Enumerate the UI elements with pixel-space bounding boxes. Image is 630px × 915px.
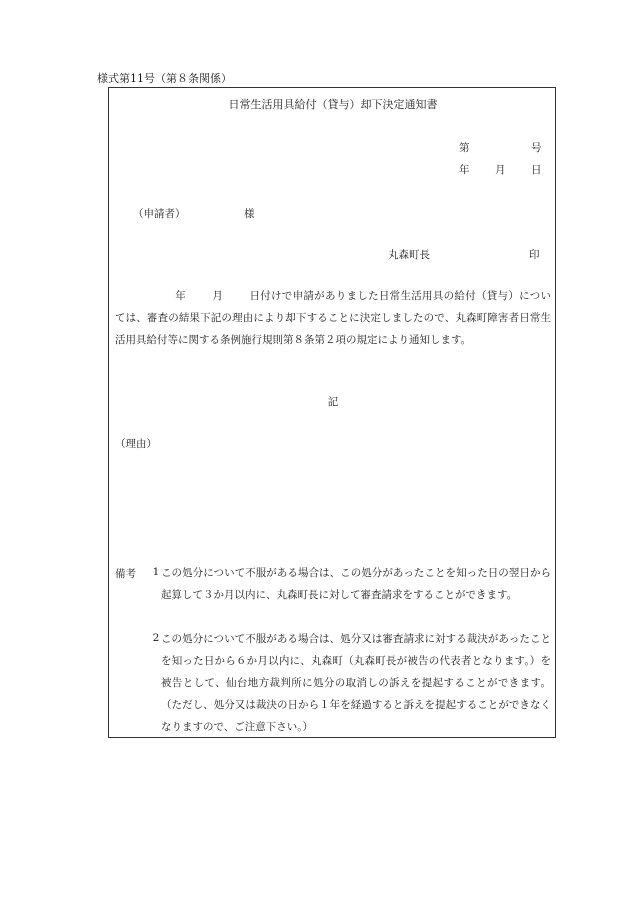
body-month-label: 月 bbox=[212, 290, 224, 302]
document-title: 日常生活用具給付（貸与）却下決定通知書 bbox=[228, 98, 438, 111]
remarks-item-number: 2 bbox=[152, 632, 160, 644]
applicant-label: （申請者） bbox=[133, 208, 186, 220]
remarks-item-number: 1 bbox=[152, 566, 160, 578]
issue-year-label: 年 bbox=[459, 164, 470, 176]
body-year-label: 年 bbox=[175, 290, 187, 302]
issue-day-label: 日 bbox=[531, 164, 542, 176]
applicant-honorific: 様 bbox=[244, 208, 255, 220]
remarks-item-text: この処分について不服がある場合は、処分又は審査請求に対する裁決があったことを知った日から６か月以内に、丸森町（丸森町長が被告の代表者となります。）を被告として、仙台地方裁判所に処分の取消しの訴えを提起することができます。（ただし、処分又は裁決の日から１年を経過すると訴えを提起することができなくなりますので、ご注意下さい。） bbox=[161, 633, 551, 733]
form-number: 様式第11号（第８条関係） bbox=[97, 72, 232, 85]
body-text: 日付けで申請がありました日常生活用具の給付（貸与）については、審査の結果下記の理由により却下することに決定しましたので、丸森町障害者日常生活用具給付等に関する条例施行規則第８条第２項の規定により通知します。 bbox=[115, 290, 551, 346]
reason-label: （理由） bbox=[115, 438, 157, 450]
notice-body bbox=[115, 285, 551, 351]
remarks-item-text: この処分について不服がある場合は、この処分があったことを知った日の翌日から起算して３か月以内に、丸森町長に対して審査請求をすることができます。 bbox=[161, 567, 551, 601]
issuer-name: 丸森町長 bbox=[388, 249, 430, 261]
ki-heading: 記 bbox=[327, 396, 339, 408]
notice-frame bbox=[108, 87, 556, 738]
issue-number-prefix: 第 bbox=[459, 142, 470, 154]
issue-month-label: 月 bbox=[495, 164, 506, 176]
issuer-seal: 印 bbox=[529, 249, 540, 261]
remarks-label: 備考 bbox=[115, 568, 136, 580]
issue-number-suffix: 号 bbox=[531, 142, 542, 154]
